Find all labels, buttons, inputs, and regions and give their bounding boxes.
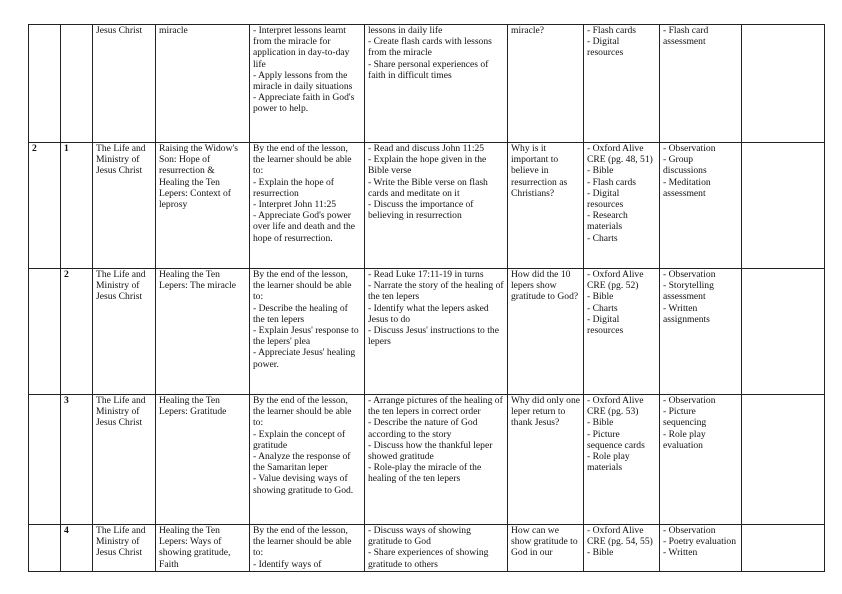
resources-cell: - Oxford Alive CRE (pg. 54, 55) - Bible <box>584 525 660 572</box>
resources-cell: - Oxford Alive CRE (pg. 53) - Bible - Picture sequence cards - Role play materials <box>584 395 660 525</box>
lesson-cell: 4 <box>61 525 93 572</box>
assessment-cell: - Flash card assessment <box>660 25 742 143</box>
resources-cell: - Oxford Alive CRE (pg. 48, 51) - Bible - Flash cards - Digital resources - Research materials - Charts <box>584 143 660 269</box>
remarks-cell <box>742 395 825 525</box>
table-row <box>29 525 825 572</box>
learning-experiences-cell: lessons in daily life - Create flash cards with lessons from the miracle - Share personal experiences of faith in difficult times <box>365 25 508 143</box>
remarks-cell <box>742 25 825 143</box>
learning-outcomes-cell: By the end of the lesson, the learner should be able to: - Explain the concept of gratitude - Analyze the response of the Samaritan leper - Value devising ways of showing gratitude to God. <box>250 395 365 525</box>
resources-cell: - Oxford Alive CRE (pg. 52) - Bible - Charts - Digital resources <box>584 269 660 395</box>
key-inquiry-cell: How can we show gratitude to God in our <box>508 525 584 572</box>
week-cell <box>29 269 61 395</box>
lesson-cell <box>61 25 93 143</box>
strand-cell: The Life and Ministry of Jesus Christ <box>93 143 156 269</box>
strand-cell: Jesus Christ <box>93 25 156 143</box>
scheme-of-work-table <box>28 24 825 572</box>
key-inquiry-cell: miracle? <box>508 25 584 143</box>
resources-cell: - Flash cards - Digital resources <box>584 25 660 143</box>
table-row <box>29 395 825 525</box>
key-inquiry-cell: Why did only one leper return to thank Jesus? <box>508 395 584 525</box>
lesson-cell: 2 <box>61 269 93 395</box>
table-row <box>29 269 825 395</box>
week-cell: 2 <box>29 143 61 269</box>
assessment-cell: - Observation - Group discussions - Meditation assessment <box>660 143 742 269</box>
sub-strand-cell: Healing the Ten Lepers: The miracle <box>156 269 250 395</box>
assessment-cell: - Observation - Poetry evaluation - Written <box>660 525 742 572</box>
remarks-cell <box>742 269 825 395</box>
strand-cell: The Life and Ministry of Jesus Christ <box>93 269 156 395</box>
sub-strand-cell: Healing the Ten Lepers: Ways of showing gratitude, Faith <box>156 525 250 572</box>
week-cell <box>29 395 61 525</box>
strand-cell: The Life and Ministry of Jesus Christ <box>93 525 156 572</box>
sub-strand-cell: Healing the Ten Lepers: Gratitude <box>156 395 250 525</box>
key-inquiry-cell: Why is it important to believe in resurrection as Christians? <box>508 143 584 269</box>
table-row <box>29 25 825 143</box>
lesson-cell: 3 <box>61 395 93 525</box>
learning-outcomes-cell: By the end of the lesson, the learner should be able to: - Identify ways of <box>250 525 365 572</box>
sub-strand-cell: Raising the Widow's Son: Hope of resurrection & Healing the Ten Lepers: Context of leprosy <box>156 143 250 269</box>
lesson-cell: 1 <box>61 143 93 269</box>
table-row <box>29 143 825 269</box>
key-inquiry-cell: How did the 10 lepers show gratitude to God? <box>508 269 584 395</box>
remarks-cell <box>742 525 825 572</box>
learning-experiences-cell: - Arrange pictures of the healing of the ten lepers in correct order - Describe the nature of God according to the story - Discuss how the thankful leper showed gratitude - Role-play the miracle of the healing of the ten lepers <box>365 395 508 525</box>
learning-experiences-cell: - Read Luke 17:11-19 in turns - Narrate the story of the healing of the ten lepers - Identify what the lepers asked Jesus to do - Discuss Jesus' instructions to the lepers <box>365 269 508 395</box>
learning-outcomes-cell: - Interpret lessons learnt from the miracle for application in day-to-day life - Apply lessons from the miracle in daily situations - Appreciate faith in God's power to help. <box>250 25 365 143</box>
learning-experiences-cell: - Discuss ways of showing gratitude to God - Share experiences of showing gratitude to others <box>365 525 508 572</box>
week-cell <box>29 25 61 143</box>
assessment-cell: - Observation - Storytelling assessment - Written assignments <box>660 269 742 395</box>
sub-strand-cell: miracle <box>156 25 250 143</box>
week-cell <box>29 525 61 572</box>
remarks-cell <box>742 143 825 269</box>
learning-outcomes-cell: By the end of the lesson, the learner should be able to: - Describe the healing of the ten lepers - Explain Jesus' response to the lepers' plea - Appreciate Jesus' healing power. <box>250 269 365 395</box>
assessment-cell: - Observation - Picture sequencing - Role play evaluation <box>660 395 742 525</box>
learning-experiences-cell: - Read and discuss John 11:25 - Explain the hope given in the Bible verse - Write the Bible verse on flash cards and meditate on it - Discuss the importance of believing in resurrection <box>365 143 508 269</box>
learning-outcomes-cell: By the end of the lesson, the learner should be able to: - Explain the hope of resurrection - Interpret John 11:25 - Appreciate God's power over life and death and the hope of resurrection. <box>250 143 365 269</box>
strand-cell: The Life and Ministry of Jesus Christ <box>93 395 156 525</box>
